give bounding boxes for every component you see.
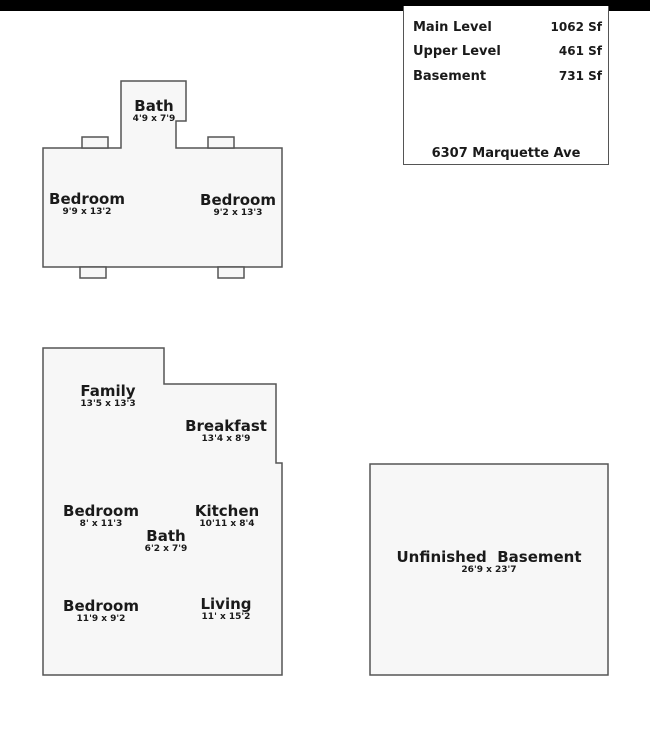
room-dimensions: 26'9 x 23'7 <box>461 565 517 575</box>
room-dimensions: 9'2 x 13'3 <box>213 208 263 218</box>
room-label-bedroom-upper-left <box>49 191 125 218</box>
room-name: Kitchen <box>194 502 260 520</box>
room-label-bedroom-main-lower <box>63 598 139 625</box>
level-name: Upper Level <box>413 44 501 59</box>
room-dimensions: 9'9 x 13'2 <box>62 207 112 217</box>
level-area: 1062 Sf <box>550 20 602 34</box>
room-dimensions: 11'9 x 9'2 <box>76 614 126 624</box>
room-dimensions: 11' x 15'2 <box>201 612 251 622</box>
room-label-bedroom-main-upper <box>63 503 139 530</box>
room-name: Bath <box>134 97 174 115</box>
upper-window <box>208 137 234 148</box>
room-name: Bath <box>146 527 186 545</box>
room-label-family <box>80 383 135 410</box>
upper-window <box>82 137 108 148</box>
room-label-bedroom-upper-right <box>200 192 276 219</box>
room-name: Unfinished Basement <box>396 548 582 566</box>
level-name: Main Level <box>413 20 492 35</box>
room-name: Bedroom <box>49 190 125 208</box>
room-dimensions: 10'11 x 8'4 <box>199 519 255 529</box>
level-name: Basement <box>413 69 487 84</box>
room-label-kitchen <box>195 503 259 530</box>
room-name: Bedroom <box>63 597 139 615</box>
room-label-bath-upper <box>133 98 176 125</box>
room-dimensions: 6'2 x 7'9 <box>144 544 188 554</box>
room-label-bath-main <box>145 528 188 555</box>
room-label-unfinished-basement <box>396 549 581 576</box>
room-dimensions: 13'5 x 13'3 <box>80 399 136 409</box>
room-label-living <box>200 596 251 623</box>
room-dimensions: 4'9 x 7'9 <box>132 114 176 124</box>
room-name: Bedroom <box>200 191 276 209</box>
room-name: Family <box>80 382 136 400</box>
room-name: Living <box>200 595 252 613</box>
room-dimensions: 13'4 x 8'9 <box>201 434 251 444</box>
room-name: Breakfast <box>185 417 267 435</box>
room-dimensions: 8' x 11'3 <box>79 519 123 529</box>
area-summary-box <box>403 6 609 165</box>
upper-window <box>218 267 244 278</box>
upper-window <box>80 267 106 278</box>
property-address: 6307 Marquette Ave <box>431 146 581 161</box>
level-area: 731 Sf <box>558 69 602 83</box>
level-area: 461 Sf <box>558 44 602 58</box>
room-name: Bedroom <box>63 502 139 520</box>
room-label-breakfast <box>185 418 267 445</box>
